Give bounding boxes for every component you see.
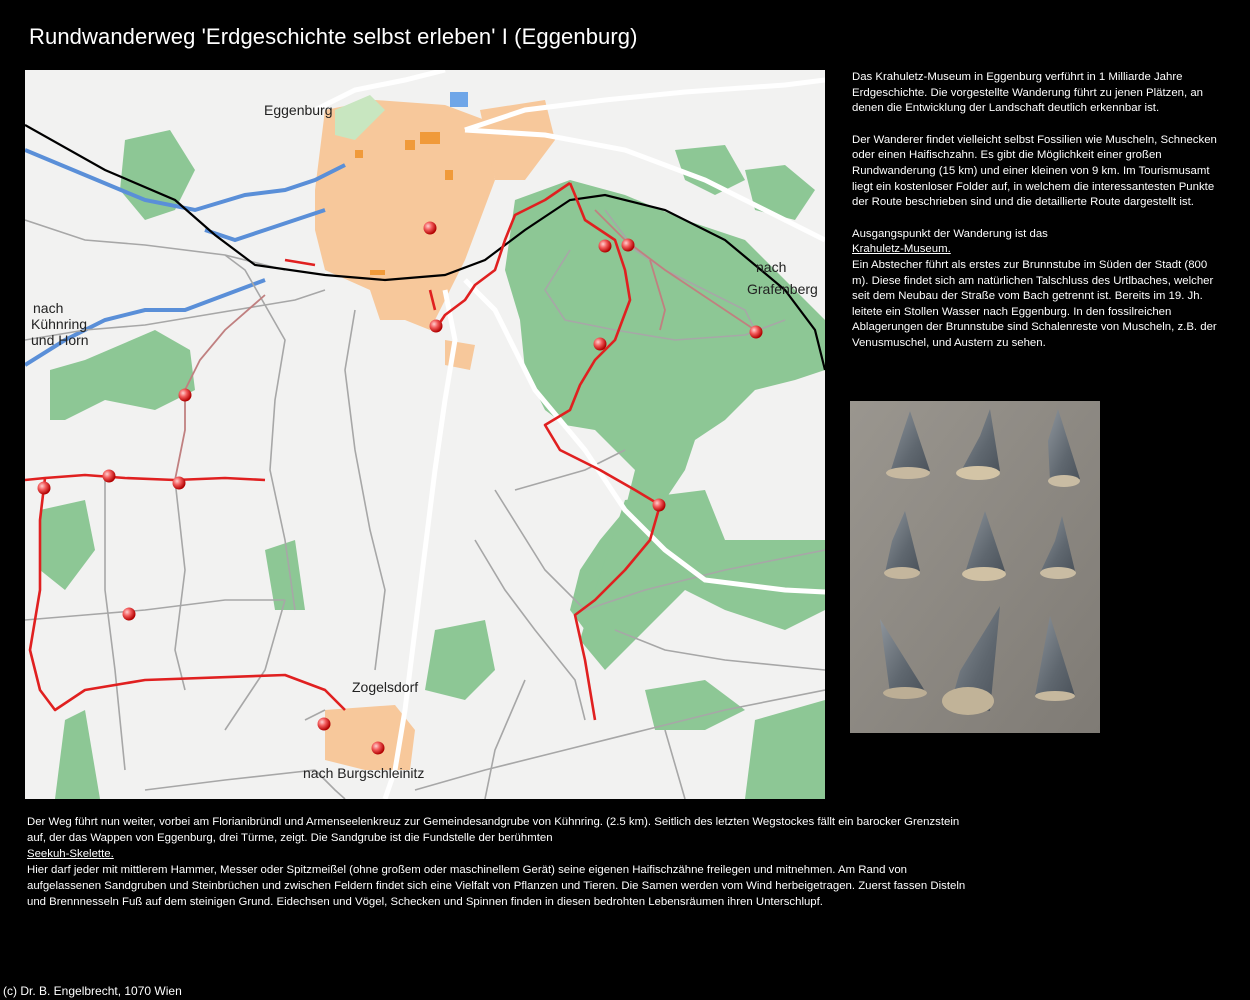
route-marker bbox=[38, 482, 51, 495]
bottom-rest: Hier darf jeder mit mittlerem Hammer, Messer oder Spitzmeißel (ohne großem oder maschinellem Gerät) seine eigenen Haifischzähne freilegen und mitnehmen. Am Rand von aufgelassenen Sandgruben und Steinbrüchen und zwischen Feldern findet sich eine Vielfalt von Pflanzen und Tieren. Die Samen werden vom Wind herbeigetragen. Zuerst fassen Disteln und Brennnesseln Fuß auf dem steinigen Grund. Eidechsen und Vögel, Schecken und Spinnen finden in diesen bedrohten Lebensräumen ihren Unterschlupf. bbox=[27, 863, 966, 908]
pond bbox=[450, 92, 468, 107]
shark-teeth-photo bbox=[850, 401, 1100, 733]
side-description bbox=[852, 70, 1217, 352]
copyright-footer: (c) Dr. B. Engelbrecht, 1070 Wien bbox=[3, 984, 182, 998]
side-paragraph-2: Der Wanderer findet vielleicht selbst Fossilien wie Muscheln, Schnecken oder einen Haifischzahn. Es gibt die Möglichkeit einer großen Rundwanderung (15 km) und einer kleinen von 9 km. Im Tourismusamt liegt ein kostenloser Folder auf, in welchem die interessantesten Punkte der Route beschrieben sind und die detaillierte Route dargestellt ist. bbox=[852, 133, 1217, 209]
route-map[interactable] bbox=[25, 70, 825, 799]
route-marker bbox=[123, 608, 136, 621]
label-east-2: Grafenberg bbox=[747, 281, 818, 297]
seekuh-skelette-link[interactable]: Seekuh-Skelette. bbox=[27, 847, 114, 860]
bottom-line-1: Der Weg führt nun weiter, vorbei am Florianibründl und Armenseelenkreuz zur Gemeindesandgrube von Kühnring. (2.5 km). Seitlich des letzten Wegstockes fällt ein barocker Grenzstein auf, der das Wappen von Eggenburg, drei Türme, zeigt. Die Sandgrube ist die Fundstelle der berühmten bbox=[27, 816, 960, 844]
route-marker bbox=[430, 320, 443, 333]
label-eggenburg: Eggenburg bbox=[264, 102, 333, 118]
route-marker bbox=[372, 742, 385, 755]
label-west-2: Kühnring bbox=[31, 316, 88, 332]
label-west-1: nach bbox=[33, 300, 64, 316]
side-p3-intro: Ausgangspunkt der Wanderung ist das bbox=[852, 227, 1048, 240]
route-marker bbox=[424, 222, 437, 235]
bottom-description bbox=[27, 815, 972, 910]
route-marker bbox=[173, 477, 186, 490]
side-p3-rest: Ein Abstecher führt als erstes zur Brunnstube im Süden der Stadt (800 m). Diese findet sich am natürlichen Talschluss des Urtlbaches, welcher seit dem Neubau der Straße vom Bach getrennt ist. Bereits im 19. Jh. leitete ein Stollen Wasser nach Eggenburg. In den fossilreichen Ablagerungen der Brunnstube sind Schalenreste von Muscheln, z.B. der Venusmuschel, und Austern zu sehen. bbox=[852, 258, 1217, 349]
tooth-icon bbox=[880, 409, 1080, 715]
label-burgschleinitz: nach Burgschleinitz bbox=[303, 765, 425, 781]
route-marker bbox=[622, 239, 635, 252]
route-marker bbox=[179, 389, 192, 402]
route-marker bbox=[599, 240, 612, 253]
label-west-3: und Horn bbox=[31, 332, 89, 348]
label-zogelsdorf: Zogelsdorf bbox=[352, 679, 419, 695]
page-title: Rundwanderweg 'Erdgeschichte selbst erleben' I (Eggenburg) bbox=[29, 24, 638, 49]
side-paragraph-3 bbox=[852, 227, 1217, 352]
route-marker bbox=[750, 326, 763, 339]
route-marker bbox=[653, 499, 666, 512]
route-marker bbox=[594, 338, 607, 351]
label-east-1: nach bbox=[756, 259, 787, 275]
route-marker bbox=[103, 470, 116, 483]
side-paragraph-1: Das Krahuletz-Museum in Eggenburg verführt in 1 Milliarde Jahre Erdgeschichte. Die vorgestellte Wanderung führt zu jenen Plätzen, an denen die Entwicklung der Landschaft deutlich erkennbar ist. bbox=[852, 71, 1203, 115]
krahuletz-museum-link[interactable]: Krahuletz-Museum. bbox=[852, 243, 951, 256]
route-marker bbox=[318, 718, 331, 731]
